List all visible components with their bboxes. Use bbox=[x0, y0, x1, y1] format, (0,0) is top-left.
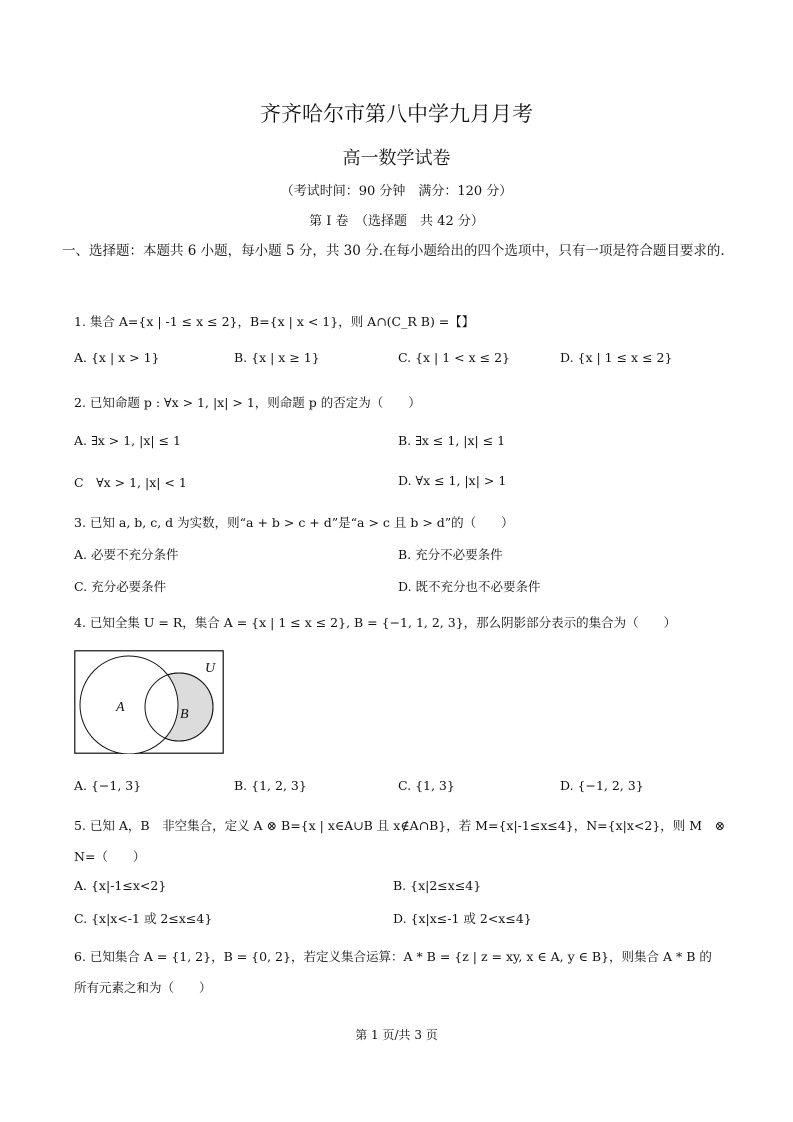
q4-option-b: B. {1, 2, 3} bbox=[234, 778, 307, 793]
q4-option-d: D. {−1, 2, 3} bbox=[560, 778, 644, 793]
exam-info: （考试时间：90 分钟 满分：120 分） bbox=[280, 184, 513, 199]
section-heading: 第 I 卷 （选择题 共 42 分） bbox=[309, 214, 484, 229]
question-6-stem-cont: 所有元素之和为（ ） bbox=[74, 980, 212, 995]
question-6-stem: 6. 已知集合 A = {1, 2}，B = {0, 2}，若定义集合运算：A * B = {z | z = xy, x ∈ A, y ∈ B}，则集合 A * B 的 bbox=[74, 949, 712, 964]
q1-option-a: A. {x | x > 1} bbox=[74, 350, 160, 365]
set-a-circle bbox=[80, 656, 178, 754]
instructions: 一、选择题：本题共 6 小题，每小题 5 分，共 30 分.在每小题给出的四个选项中，只有一项是符合题目要求的. bbox=[62, 243, 725, 259]
set-a-label: A bbox=[116, 700, 125, 715]
q5-option-a: A. {x|-1≤x<2} bbox=[74, 878, 167, 893]
paper-title: 高一数学试卷 bbox=[342, 148, 451, 169]
q2-option-a: A. ∃x > 1, |x| ≤ 1 bbox=[74, 433, 181, 448]
question-2-stem: 2. 已知命题 p : ∀x > 1, |x| > 1，则命题 p 的否定为（ ） bbox=[74, 395, 421, 410]
question-3-stem: 3. 已知 a, b, c, d 为实数，则“a + b > c + d”是“a > c 且 b > d”的（ ） bbox=[74, 515, 514, 530]
q3-option-c: C. 充分必要条件 bbox=[74, 579, 167, 594]
question-4-stem: 4. 已知全集 U = R，集合 A = {x | 1 ≤ x ≤ 2}, B = {−1, 1, 2, 3}，那么阴影部分表示的集合为（ ） bbox=[74, 615, 677, 630]
question-5-stem: 5. 已知 A，B 非空集合，定义 A ⊗ B={x | x∈A∪B 且 x∉A∩B}，若 M={x|-1≤x≤4}，N={x|x<2}，则 M ⊗ bbox=[74, 818, 726, 833]
q1-option-c: C. {x | 1 < x ≤ 2} bbox=[398, 350, 510, 365]
q4-option-c: C. {1, 3} bbox=[398, 778, 455, 793]
question-1-stem: 1. 集合 A={x | -1 ≤ x ≤ 2}，B={x | x < 1}，则 A∩(C_R B) =【】 bbox=[74, 314, 475, 329]
q3-option-a: A. 必要不充分条件 bbox=[74, 547, 179, 562]
school-title: 齐齐哈尔市第八中学九月月考 bbox=[260, 102, 533, 126]
q5-option-b: B. {x|2≤x≤4} bbox=[393, 878, 482, 893]
set-b-label: B bbox=[180, 707, 189, 722]
q2-option-b: B. ∃x ≤ 1, |x| ≤ 1 bbox=[398, 433, 506, 448]
q2-option-c: C ∀x > 1, |x| < 1 bbox=[74, 475, 187, 490]
q4-option-a: A. {−1, 3} bbox=[74, 778, 142, 793]
q1-option-d: D. {x | 1 ≤ x ≤ 2} bbox=[560, 350, 673, 365]
q2-option-d: D. ∀x ≤ 1, |x| > 1 bbox=[398, 473, 507, 488]
venn-diagram bbox=[74, 650, 224, 754]
q5-option-c: C. {x|x<-1 或 2≤x≤4} bbox=[74, 911, 213, 926]
universe-label: U bbox=[205, 661, 216, 676]
page-footer: 第 1 页/共 3 页 bbox=[355, 1028, 438, 1042]
q3-option-d: D. 既不充分也不必要条件 bbox=[398, 579, 541, 594]
q3-option-b: B. 充分不必要条件 bbox=[398, 547, 503, 562]
q5-option-d: D. {x|x≤-1 或 2<x≤4} bbox=[393, 911, 532, 926]
q1-option-b: B. {x | x ≥ 1} bbox=[234, 350, 320, 365]
question-5-stem-cont: N=（ ） bbox=[74, 849, 146, 864]
